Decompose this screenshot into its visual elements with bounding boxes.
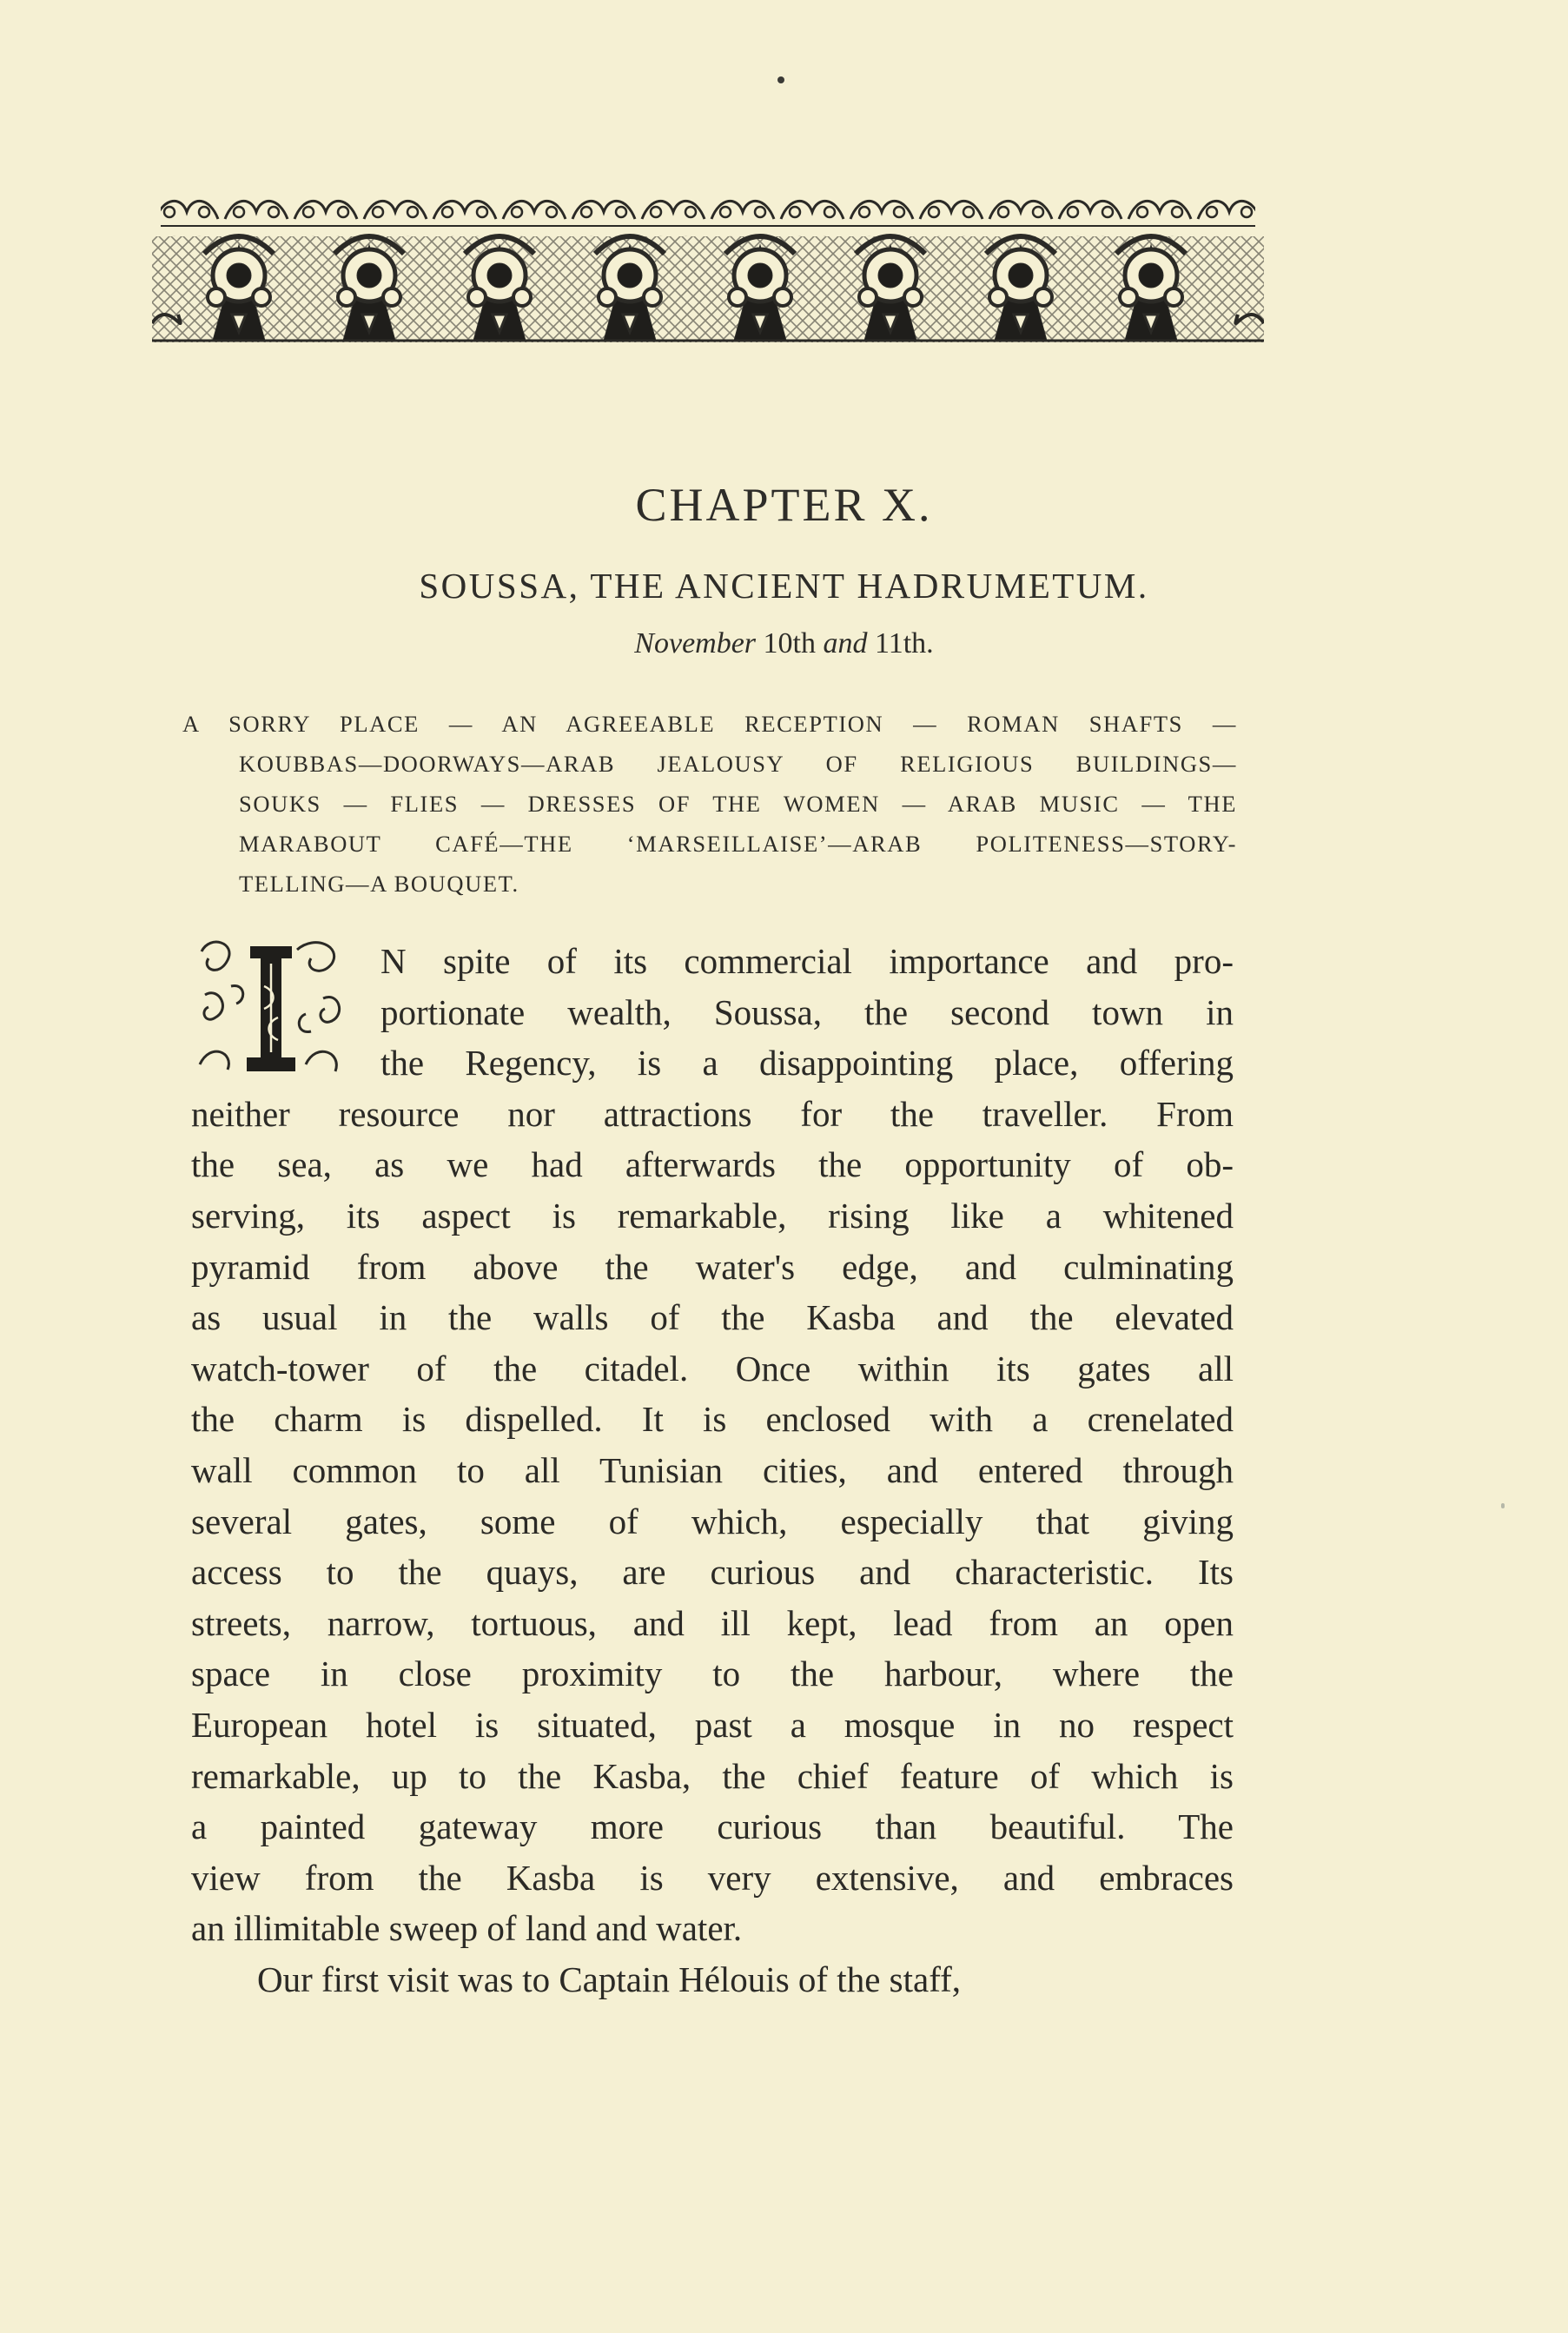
body-line: access to the quays, are curious and characteristic. Its — [191, 1552, 1234, 1593]
body-line: neither resource nor attractions for the traveller. From — [191, 1093, 1234, 1134]
synopsis-line: TELLING—A BOUQUET. — [239, 871, 519, 897]
date-prefix: November — [634, 627, 757, 659]
date-day-2: 11th. — [875, 627, 934, 659]
headpiece-ornament — [152, 193, 1264, 342]
body-line: European hotel is situated, past a mosque in no respect — [191, 1704, 1234, 1745]
body-line: as usual in the walls of the Kasba and the elevated — [191, 1297, 1234, 1338]
body-line: serving, its aspect is remarkable, rising like a whitened — [191, 1195, 1234, 1236]
body-line: N spite of its commercial importance and pro- — [380, 941, 1234, 981]
chapter-synopsis — [182, 704, 1237, 904]
body-line: a painted gateway more curious than beautiful. The — [191, 1806, 1234, 1847]
synopsis-line: KOUBBAS—DOORWAYS—ARAB JEALOUSY OF RELIGIOUS BUILDINGS— — [239, 751, 1237, 777]
chapter-title: SOUSSA, THE ANCIENT HADRUMETUM. — [419, 566, 1149, 606]
body-line: remarkable, up to the Kasba, the chief feature of which is — [191, 1755, 1234, 1796]
body-text — [191, 936, 1234, 2005]
synopsis-line: MARABOUT CAFÉ—THE ‘MARSEILLAISE’—ARAB POLITENESS—STORY- — [239, 831, 1237, 857]
body-line: pyramid from above the water's edge, and culminating — [191, 1246, 1234, 1287]
body-line: the sea, as we had afterwards the opportunity of ob- — [191, 1144, 1234, 1185]
body-line: the Regency, is a disappointing place, offering — [380, 1043, 1234, 1084]
body-line: the charm is dispelled. It is enclosed with a crenelated — [191, 1399, 1234, 1440]
body-line: view from the Kasba is very extensive, and embraces — [191, 1857, 1234, 1898]
body-line: wall common to all Tunisian cities, and entered through — [191, 1449, 1234, 1490]
body-line: several gates, some of which, especially that giving — [191, 1501, 1234, 1541]
body-line: an illimitable sweep of land and water. — [191, 1908, 743, 1949]
synopsis-line: SOUKS — FLIES — DRESSES OF THE WOMEN — ARAB MUSIC — THE — [239, 791, 1237, 817]
ink-speck — [777, 76, 784, 83]
chapter-date — [0, 627, 1568, 660]
body-line: portionate wealth, Soussa, the second town in — [380, 991, 1234, 1032]
body-line: Our first visit was to Captain Hélouis of the staff, — [257, 1959, 962, 1999]
date-and: and — [823, 627, 868, 659]
date-day-1: 10th — [763, 627, 816, 659]
paper-mark — [1501, 1503, 1505, 1508]
body-line: watch-tower of the citadel. Once within its gates all — [191, 1348, 1234, 1389]
body-line: streets, narrow, tortuous, and ill kept, lead from an open — [191, 1602, 1234, 1643]
body-line: space in close proximity to the harbour, where the — [191, 1654, 1234, 1694]
chapter-heading: CHAPTER X. — [635, 479, 933, 531]
synopsis-line: A SORRY PLACE — AN AGREEABLE RECEPTION — ROMAN SHAFTS — — [182, 711, 1237, 737]
